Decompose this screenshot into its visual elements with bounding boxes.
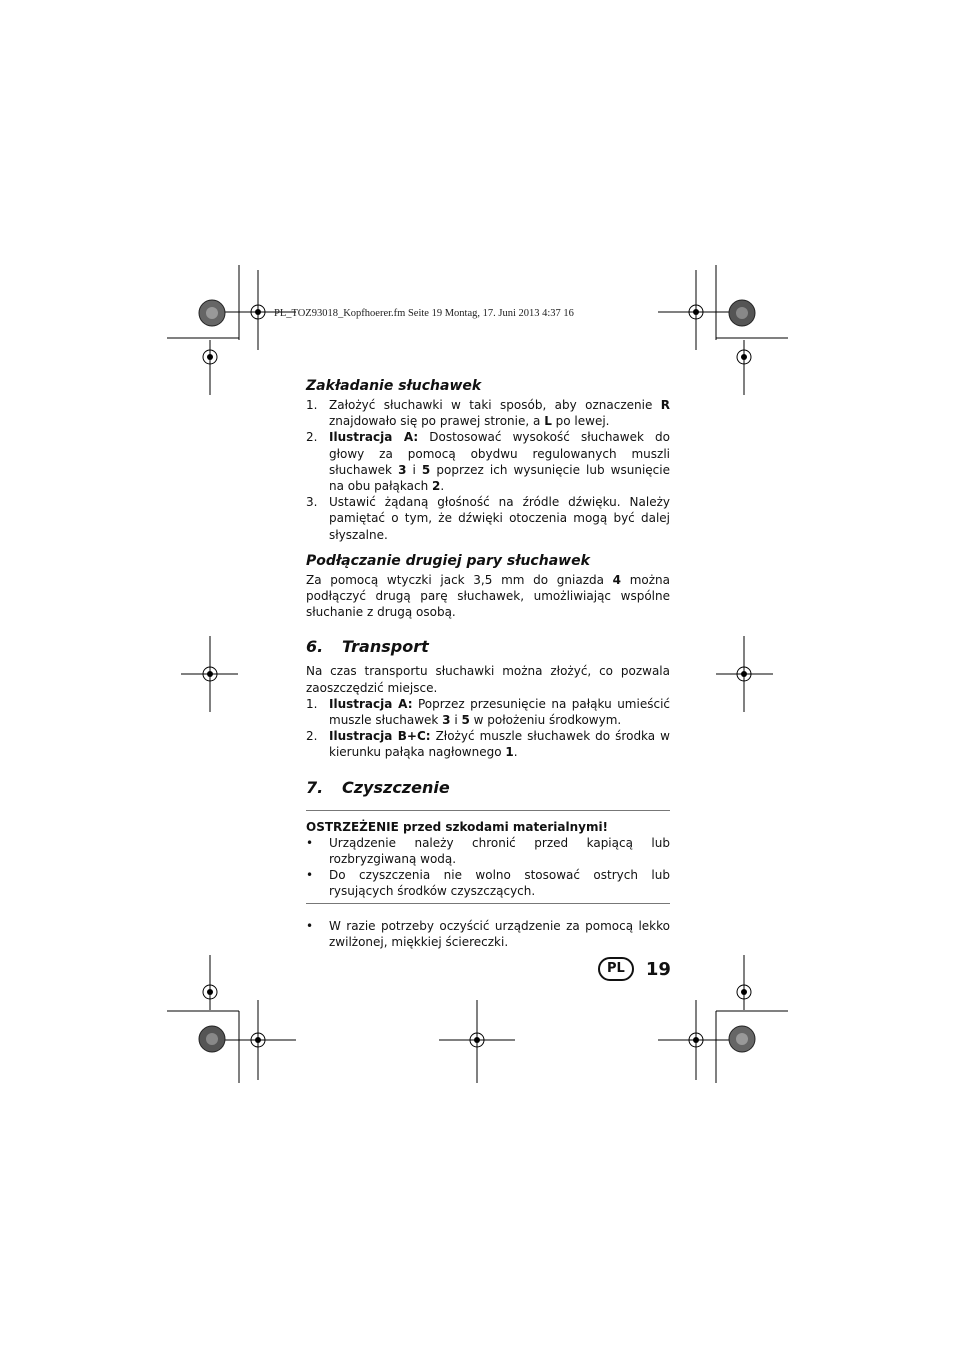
list-marker: 2. [306,729,318,744]
page-content [306,378,670,950]
list-item: 3. Ustawić żądaną głośność na źródle dźwięku. Należy pamiętać o tym, że dźwięki otoczenia mogą być dalej słyszalne. [306,495,670,542]
list-marker: 3. [306,495,318,510]
list-item: 2. Ilustracja A: Dostosować wysokość słuchawek do głowy za pomocą obydwu regulowanych muszli słuchawek 3 i 5 poprzez ich wysunięcie lub wsunięcie na obu pałąkach 2. [306,430,671,494]
second-pair-paragraph: Za pomocą wtyczki jack 3,5 mm do gniazda 4 można podłączyć drugą parę słuchawek, umożliwiając wspólne słuchanie z drugą osobą. [306,572,670,620]
cleaning-list [306,918,670,950]
list-item: 1. Ilustracja A: Poprzez przesunięcie na pałąku umieścić muszle słuchawek 3 i 5 w położeniu środkowym. [306,696,670,728]
print-header: PL_TOZ93018_Kopfhoerer.fm Seite 19 Montag, 17. Juni 2013 4:37 16 [274,308,574,319]
putting-on-steps [306,397,670,543]
section-heading-cleaning: 7. Czyszczenie [306,777,450,797]
list-marker: 1. [306,398,318,412]
language-badge: PL [598,957,634,981]
list-marker: 1. [306,696,318,711]
list-item: • Urządzenie należy chronić przed kapiącą lub rozbryzgiwaną wodą. [306,835,670,867]
subheading-putting-on: Zakładanie słuchawek [306,378,482,394]
list-item: 1. Założyć słuchawki w taki sposób, aby oznaczenie R znajdowało się po prawej stronie, a L po lewej. [306,398,670,429]
page-footer [598,957,671,981]
page-number: 19 [645,958,671,980]
list-item: • W razie potrzeby oczyścić urządzenie za pomocą lekko zwilżonej, miękkiej ściereczki. [306,918,670,949]
warning-title: OSTRZEŻENIE przed szkodami materialnymi! [306,819,609,834]
warning-box [306,810,670,904]
warning-list [306,835,670,900]
subheading-second-pair: Podłączanie drugiej pary słuchawek [306,552,590,569]
bullet-icon: • [306,835,314,850]
list-marker: 2. [306,430,318,445]
bullet-icon: • [306,868,314,883]
section-heading-transport: 6. Transport [306,637,429,657]
list-item: 2. Ilustracja B+C: Złożyć muszle słuchawek do środka w kierunku pałąka nagłownego 1. [306,729,670,760]
transport-intro: Na czas transportu słuchawki można złożyć, co pozwala zaoszczędzić miejsce. [306,664,670,695]
list-item: • Do czyszczenia nie wolno stosować ostrych lub rysujących środków czyszczących. [306,868,670,899]
bullet-icon: • [306,918,314,933]
transport-steps [306,696,670,761]
